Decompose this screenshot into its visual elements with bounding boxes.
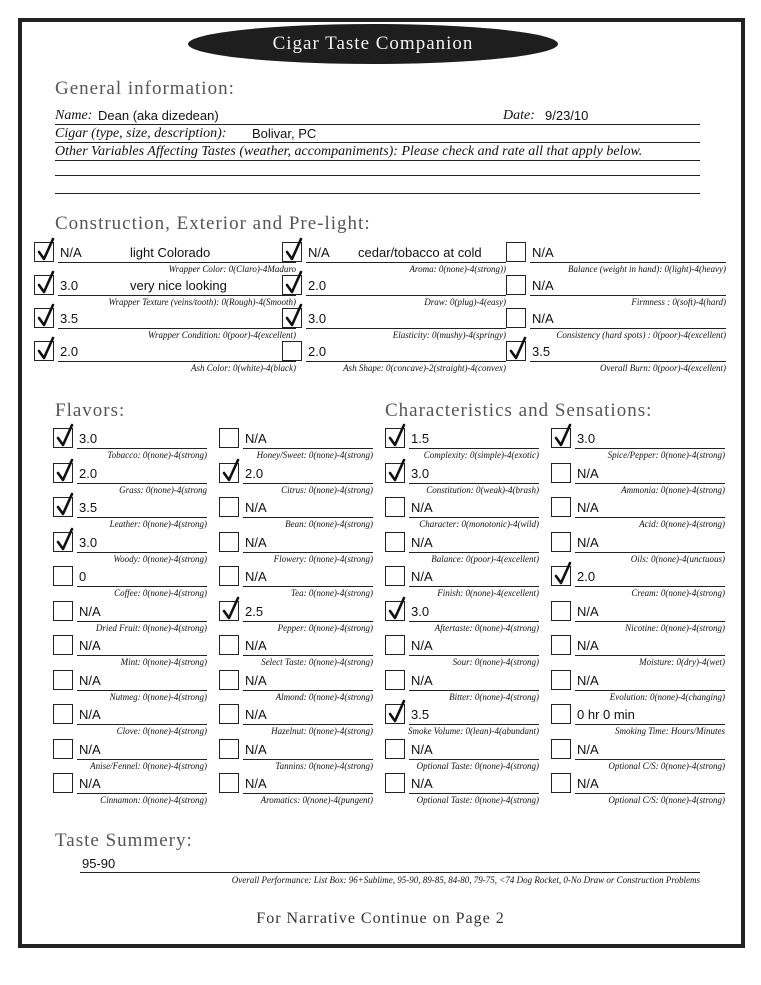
flavors-col1-value[interactable]: 3.0 [79, 431, 98, 446]
construction-col3-underline [530, 295, 726, 296]
characteristics-col1-checkbox[interactable] [385, 497, 405, 517]
construction-col3-caption: Consistency (hard spots) : 0(poor)-4(excellent) [556, 330, 726, 340]
characteristics-col2-checkbox[interactable] [551, 704, 571, 724]
summary-underline [80, 872, 700, 873]
flavors-col2-caption: Citrus: 0(none)-4(strong) [281, 484, 373, 495]
characteristics-col2-checkbox[interactable] [551, 773, 571, 793]
flavors-col1-underline [77, 759, 207, 760]
construction-col2-caption: Elasticity: 0(mushy)-4(springy) [392, 330, 506, 340]
flavors-col2-value[interactable]: 2.0 [245, 465, 264, 481]
characteristics-col2-caption: Cream: 0(none)-4(strong) [631, 588, 725, 598]
characteristics-col1-checkbox[interactable] [385, 635, 405, 655]
characteristics-col2-value[interactable]: N/A [577, 638, 599, 653]
characteristics-col1-underline [409, 586, 539, 587]
flavors-col1-checkbox[interactable] [53, 635, 73, 655]
other-underline-1 [55, 160, 700, 161]
characteristics-col2-caption: Moisture: 0(dry)-4(wet) [639, 657, 725, 667]
summary-caption: Overall Performance: List Box: 96+Sublime, 95-90, 89-85, 84-80, 79-75, <74 Dog Rocket, 0-No Draw or Construction Problems [231, 875, 700, 885]
checkmark-icon [36, 270, 56, 296]
characteristics-col2-underline [575, 517, 725, 518]
characteristics-col1-checkbox[interactable] [385, 601, 405, 621]
flavors-col2-caption: Tea: 0(none)-4(strong) [290, 588, 373, 598]
construction-col2-value[interactable]: 3.0 [308, 311, 327, 326]
checkmark-icon [387, 699, 407, 725]
construction-col1-underline [58, 295, 296, 296]
construction-col3-underline [530, 262, 726, 263]
construction-col1-note[interactable]: very nice looking [130, 278, 227, 293]
characteristics-col2-value[interactable]: N/A [577, 500, 599, 515]
flavors-col1-caption: Nutmeg: 0(none)-4(strong) [109, 691, 207, 702]
checkmark-icon [387, 458, 407, 484]
flavors-col1-caption: Coffee: 0(none)-4(strong) [114, 588, 207, 598]
name-field[interactable]: Dean (aka dizedean) [98, 108, 219, 123]
construction-col3-checkbox[interactable] [506, 275, 526, 295]
characteristics-col1-caption: Character: 0(monotonic)-4(wild) [419, 519, 539, 529]
characteristics-col2-underline [575, 793, 725, 794]
characteristics-col2-checkbox[interactable] [551, 497, 571, 517]
construction-col2-underline [306, 361, 506, 362]
characteristics-col2-checkbox[interactable] [551, 463, 571, 483]
general-heading: General information: [55, 78, 235, 99]
flavors-col1-checkbox[interactable] [53, 704, 73, 724]
flavors-col2-caption: Honey/Sweet: 0(none)-4(strong) [256, 450, 373, 460]
flavors-col2-value[interactable]: N/A [245, 500, 267, 515]
characteristics-col1-value[interactable]: 3.0 [411, 603, 430, 619]
characteristics-col2-value[interactable]: 0 hr 0 min [577, 707, 635, 722]
flavors-col2-checkbox[interactable] [219, 463, 239, 483]
construction-col2-note[interactable]: cedar/tobacco at cold [358, 245, 482, 260]
flavors-col1-checkbox[interactable] [53, 497, 73, 517]
checkmark-icon [221, 458, 241, 484]
construction-col2-caption: Draw: 0(plug)-4(easy) [424, 297, 506, 307]
flavors-col2-value[interactable]: N/A [245, 776, 267, 791]
characteristics-col1-checkbox[interactable] [385, 532, 405, 552]
flavors-col2-underline [243, 724, 373, 725]
characteristics-col1-value[interactable]: N/A [411, 741, 433, 757]
construction-col1-underline [58, 328, 296, 329]
flavors-col2-checkbox[interactable] [219, 566, 239, 586]
flavors-col2-caption: Hazelnut: 0(none)-4(strong) [271, 726, 373, 736]
flavors-col1-value[interactable]: 3.5 [79, 500, 98, 515]
characteristics-col1-value[interactable]: 3.0 [411, 465, 430, 481]
characteristics-col2-value[interactable]: N/A [577, 741, 599, 757]
flavors-col1-caption: Anise/Fennel: 0(none)-4(strong) [90, 760, 207, 771]
construction-col1-checkbox[interactable] [34, 275, 54, 295]
flavors-col1-value[interactable]: N/A [79, 603, 101, 619]
characteristics-col2-value[interactable]: N/A [577, 776, 599, 791]
characteristics-col1-checkbox[interactable] [385, 704, 405, 724]
flavors-col2-underline [243, 517, 373, 518]
construction-col1-value[interactable]: 3.5 [60, 311, 79, 326]
flavors-col1-value[interactable]: N/A [79, 638, 101, 653]
characteristics-col1-checkbox[interactable] [385, 739, 405, 759]
construction-col3-value[interactable]: 3.5 [532, 344, 551, 359]
flavors-col1-underline [77, 793, 207, 794]
flavors-col1-checkbox[interactable] [53, 601, 73, 621]
summary-heading: Taste Summery: [55, 830, 193, 851]
construction-heading: Construction, Exterior and Pre-light: [55, 213, 371, 234]
flavors-col2-underline [243, 448, 373, 449]
characteristics-col1-caption: Balance: 0(poor)-4(excellent) [431, 553, 539, 564]
construction-col1-note[interactable]: light Colorado [130, 245, 211, 260]
characteristics-col2-value[interactable]: N/A [577, 534, 599, 550]
construction-col1-checkbox[interactable] [34, 242, 54, 262]
characteristics-col2-underline [575, 586, 725, 587]
construction-col3-checkbox[interactable] [506, 341, 526, 361]
flavors-col2-value[interactable]: N/A [245, 569, 267, 584]
flavors-col1-value[interactable]: N/A [79, 741, 101, 757]
checkmark-icon [284, 303, 304, 329]
flavors-col2-underline [243, 552, 373, 553]
characteristics-col1-caption: Bitter: 0(none)-4(strong) [449, 691, 539, 702]
flavors-col1-caption: Clove: 0(none)-4(strong) [116, 726, 207, 736]
construction-col1-caption: Ash Color: 0(white)-4(black) [191, 363, 296, 373]
flavors-col1-value[interactable]: N/A [79, 707, 101, 722]
flavors-col1-checkbox[interactable] [53, 428, 73, 448]
characteristics-col1-value[interactable]: N/A [411, 672, 433, 688]
characteristics-col1-caption: Smoke Volume: 0(lean)-4(abundant) [408, 726, 539, 736]
construction-col2-underline [306, 328, 506, 329]
flavors-col2-checkbox[interactable] [219, 739, 239, 759]
characteristics-col1-caption: Complexity: 0(simple)-4(exotic) [423, 450, 539, 460]
construction-col2-checkbox[interactable] [282, 275, 302, 295]
flavors-col2-caption: Flowery: 0(none)-4(strong) [273, 553, 373, 564]
construction-col3-caption: Balance (weight in hand): 0(light)-4(heavy) [568, 264, 726, 274]
flavors-col2-checkbox[interactable] [219, 670, 239, 690]
date-field[interactable]: 9/23/10 [545, 108, 589, 123]
checkmark-icon [55, 423, 75, 449]
construction-col3-caption: Overall Burn: 0(poor)-4(excellent) [600, 363, 726, 373]
flavors-col1-value[interactable]: 3.0 [79, 534, 98, 550]
construction-col3-value[interactable]: N/A [532, 245, 554, 260]
flavors-col2-underline [243, 483, 373, 484]
characteristics-col1-value[interactable]: N/A [411, 638, 433, 653]
checkmark-icon [553, 561, 573, 587]
cigar-label: Cigar (type, size, description): [55, 126, 227, 141]
flavors-col2-value[interactable]: N/A [245, 741, 267, 757]
characteristics-col1-underline [409, 724, 539, 725]
characteristics-col2-value[interactable]: 2.0 [577, 569, 596, 584]
construction-col1-checkbox[interactable] [34, 341, 54, 361]
construction-col1-underline [58, 361, 296, 362]
flavors-col2-checkbox[interactable] [219, 601, 239, 621]
narrative-footer: For Narrative Continue on Page 2 [256, 910, 505, 927]
flavors-col2-caption: Select Taste: 0(none)-4(strong) [261, 657, 373, 667]
characteristics-col1-underline [409, 552, 539, 553]
construction-col3-checkbox[interactable] [506, 242, 526, 262]
construction-col2-value[interactable]: 2.0 [308, 344, 327, 359]
flavors-col1-value[interactable]: N/A [79, 672, 101, 688]
flavors-col2-value[interactable]: N/A [245, 534, 267, 550]
characteristics-col1-underline [409, 690, 539, 691]
name-underline [55, 124, 700, 125]
characteristics-col1-value[interactable]: 1.5 [411, 431, 430, 446]
construction-col3-underline [530, 328, 726, 329]
characteristics-col2-caption: Oils: 0(none)-4(unctuous) [630, 553, 725, 564]
construction-col1-caption: Wrapper Texture (veins/tooth): 0(Rough)-4(Smooth) [108, 297, 296, 307]
flavors-col1-underline [77, 517, 207, 518]
construction-col3-value[interactable]: N/A [532, 278, 554, 293]
characteristics-col1-checkbox[interactable] [385, 463, 405, 483]
flavors-col2-checkbox[interactable] [219, 704, 239, 724]
flavors-col1-checkbox[interactable] [53, 566, 73, 586]
characteristics-col1-underline [409, 448, 539, 449]
flavors-col2-checkbox[interactable] [219, 497, 239, 517]
flavors-col1-caption: Woody: 0(none)-4(strong) [113, 553, 207, 564]
checkmark-icon [55, 527, 75, 553]
flavors-col2-value[interactable]: N/A [245, 672, 267, 688]
flavors-col1-underline [77, 724, 207, 725]
form-title: Cigar Taste Companion [188, 24, 558, 64]
characteristics-col1-value[interactable]: N/A [411, 500, 433, 515]
flavors-col1-underline [77, 483, 207, 484]
flavors-col2-underline [243, 759, 373, 760]
characteristics-col1-caption: Optional Taste: 0(none)-4(strong) [416, 795, 539, 805]
flavors-col2-underline [243, 793, 373, 794]
flavors-col1-caption: Cinnamon: 0(none)-4(strong) [100, 795, 207, 805]
characteristics-col1-caption: Constitution: 0(weak)-4(brash) [426, 484, 539, 495]
characteristics-col2-underline [575, 655, 725, 656]
flavors-col1-underline [77, 586, 207, 587]
flavors-col1-underline [77, 655, 207, 656]
construction-col1-value[interactable]: 3.0 [60, 278, 79, 293]
flavors-col1-caption: Leather: 0(none)-4(strong) [109, 519, 207, 529]
construction-col2-underline [306, 262, 506, 263]
construction-col2-underline [306, 295, 506, 296]
characteristics-col2-underline [575, 552, 725, 553]
flavors-col1-underline [77, 621, 207, 622]
checkmark-icon [36, 303, 56, 329]
flavors-col2-checkbox[interactable] [219, 635, 239, 655]
construction-col2-caption: Ash Shape: 0(concave)-2(straight)-4(convex) [343, 363, 506, 373]
characteristics-col2-caption: Ammonia: 0(none)-4(strong) [621, 484, 725, 495]
construction-col3-checkbox[interactable] [506, 308, 526, 328]
characteristics-col2-caption: Evolution: 0(none)-4(changing) [609, 691, 725, 702]
checkmark-icon [221, 596, 241, 622]
flavors-col1-checkbox[interactable] [53, 532, 73, 552]
construction-col1-underline [58, 262, 296, 263]
construction-col2-value[interactable]: N/A [308, 245, 330, 260]
checkmark-icon [36, 336, 56, 362]
characteristics-col1-value[interactable]: N/A [411, 776, 433, 791]
checkmark-icon [387, 423, 407, 449]
flavors-col1-underline [77, 552, 207, 553]
construction-col2-checkbox[interactable] [282, 308, 302, 328]
characteristics-col2-value[interactable]: N/A [577, 603, 599, 619]
flavors-col1-caption: Tobacco: 0(none)-4(strong) [107, 450, 207, 460]
flavors-col1-checkbox[interactable] [53, 463, 73, 483]
characteristics-heading: Characteristics and Sensations: [385, 400, 653, 421]
characteristics-col2-value[interactable]: N/A [577, 465, 599, 481]
flavors-col2-underline [243, 621, 373, 622]
construction-col2-value[interactable]: 2.0 [308, 278, 327, 293]
construction-col1-value[interactable]: N/A [60, 245, 82, 260]
flavors-col2-caption: Almond: 0(none)-4(strong) [275, 691, 373, 702]
flavors-col2-caption: Bean: 0(none)-4(strong) [285, 519, 373, 529]
flavors-col2-underline [243, 690, 373, 691]
checkmark-icon [55, 458, 75, 484]
characteristics-col2-caption: Optional C/S: 0(none)-4(strong) [608, 760, 725, 771]
flavors-col2-underline [243, 586, 373, 587]
flavors-col2-value[interactable]: 2.5 [245, 603, 264, 619]
construction-col3-value[interactable]: N/A [532, 311, 554, 326]
characteristics-col1-checkbox[interactable] [385, 773, 405, 793]
characteristics-col2-underline [575, 759, 725, 760]
flavors-col2-checkbox[interactable] [219, 773, 239, 793]
construction-col3-caption: Firmness : 0(soft)-4(hard) [631, 297, 726, 307]
flavors-col2-value[interactable]: N/A [245, 707, 267, 722]
characteristics-col1-checkbox[interactable] [385, 566, 405, 586]
characteristics-col2-underline [575, 724, 725, 725]
characteristics-col2-value[interactable]: N/A [577, 672, 599, 688]
flavors-col1-underline [77, 448, 207, 449]
flavors-col1-caption: Grass: 0(none)-4(strong [119, 484, 207, 495]
construction-col3-underline [530, 361, 726, 362]
construction-col2-checkbox[interactable] [282, 242, 302, 262]
characteristics-col1-underline [409, 759, 539, 760]
flavors-col2-value[interactable]: N/A [245, 431, 267, 446]
flavors-col2-checkbox[interactable] [219, 428, 239, 448]
checkmark-icon [284, 237, 304, 263]
cigar-underline [55, 142, 700, 143]
characteristics-col1-value[interactable]: N/A [411, 534, 433, 550]
flavors-col1-caption: Mint: 0(none)-4(strong) [120, 657, 207, 667]
construction-col2-checkbox[interactable] [282, 341, 302, 361]
flavors-col2-value[interactable]: N/A [245, 638, 267, 653]
flavors-col2-underline [243, 655, 373, 656]
characteristics-col2-underline [575, 690, 725, 691]
checkmark-icon [508, 336, 528, 362]
flavors-col2-checkbox[interactable] [219, 532, 239, 552]
construction-col1-caption: Wrapper Color: 0(Claro)-4Maduro [168, 264, 296, 274]
characteristics-col2-checkbox[interactable] [551, 428, 571, 448]
characteristics-col2-caption: Spice/Pepper: 0(none)-4(strong) [607, 450, 725, 460]
construction-col1-caption: Wrapper Condition: 0(poor)-4(excellent) [148, 330, 296, 340]
characteristics-col1-underline [409, 483, 539, 484]
construction-col2-caption: Aroma: 0(none)-4(strong)) [409, 264, 506, 274]
characteristics-col2-checkbox[interactable] [551, 601, 571, 621]
characteristics-col2-value[interactable]: 3.0 [577, 431, 596, 446]
checkmark-icon [553, 423, 573, 449]
checkmark-icon [55, 492, 75, 518]
name-label: Name: [55, 108, 93, 123]
flavors-col1-checkbox[interactable] [53, 739, 73, 759]
characteristics-col2-caption: Optional C/S: 0(none)-4(strong) [608, 795, 725, 805]
characteristics-col2-checkbox[interactable] [551, 566, 571, 586]
checkmark-icon [387, 596, 407, 622]
flavors-col1-checkbox[interactable] [53, 773, 73, 793]
characteristics-col1-value[interactable]: 3.5 [411, 707, 430, 722]
characteristics-col2-checkbox[interactable] [551, 670, 571, 690]
characteristics-col2-caption: Smoking Time: Hours/Minutes [615, 726, 725, 736]
characteristics-col1-caption: Aftertaste: 0(none)-4(strong) [434, 622, 539, 633]
construction-col1-checkbox[interactable] [34, 308, 54, 328]
characteristics-col1-caption: Finish: 0(none)-4(excellent) [437, 588, 539, 598]
characteristics-col2-checkbox[interactable] [551, 739, 571, 759]
other-underline-3 [55, 193, 700, 194]
characteristics-col1-checkbox[interactable] [385, 428, 405, 448]
construction-col1-value[interactable]: 2.0 [60, 344, 79, 359]
characteristics-col2-caption: Acid: 0(none)-4(strong) [639, 519, 725, 529]
characteristics-col2-checkbox[interactable] [551, 635, 571, 655]
characteristics-col1-underline [409, 517, 539, 518]
characteristics-col1-caption: Sour: 0(none)-4(strong) [452, 657, 539, 667]
other-underline-2 [55, 175, 700, 176]
characteristics-col1-underline [409, 621, 539, 622]
cigar-field[interactable]: Bolivar, PC [252, 126, 317, 141]
flavors-col1-value[interactable]: 0 [79, 569, 87, 584]
characteristics-col1-caption: Optional Taste: 0(none)-4(strong) [416, 760, 539, 771]
flavors-col2-caption: Tannins: 0(none)-4(strong) [275, 760, 373, 771]
characteristics-col2-underline [575, 621, 725, 622]
flavors-col2-caption: Aromatics: 0(none)-4(pungent) [260, 795, 373, 805]
flavors-col2-caption: Pepper: 0(none)-4(strong) [277, 622, 373, 633]
flavors-col1-underline [77, 690, 207, 691]
flavors-col1-checkbox[interactable] [53, 670, 73, 690]
flavors-col1-value[interactable]: N/A [79, 776, 101, 791]
checkmark-icon [284, 270, 304, 296]
flavors-heading: Flavors: [55, 400, 126, 421]
characteristics-col1-checkbox[interactable] [385, 670, 405, 690]
flavors-col1-value[interactable]: 2.0 [79, 465, 98, 481]
flavors-col1-caption: Dried Fruit: 0(none)-4(strong) [95, 622, 207, 633]
summary-value[interactable]: 95-90 [82, 856, 116, 871]
other-variables-label: Other Variables Affecting Tastes (weather, accompaniments): Please check and rate all that apply below. [55, 144, 643, 159]
characteristics-col1-value[interactable]: N/A [411, 569, 433, 584]
checkmark-icon [36, 237, 56, 263]
characteristics-col2-caption: Nicotine: 0(none)-4(strong) [625, 622, 725, 633]
characteristics-col1-underline [409, 655, 539, 656]
characteristics-col2-checkbox[interactable] [551, 532, 571, 552]
date-label: Date: [503, 108, 535, 123]
characteristics-col2-underline [575, 448, 725, 449]
characteristics-col1-underline [409, 793, 539, 794]
characteristics-col2-underline [575, 483, 725, 484]
